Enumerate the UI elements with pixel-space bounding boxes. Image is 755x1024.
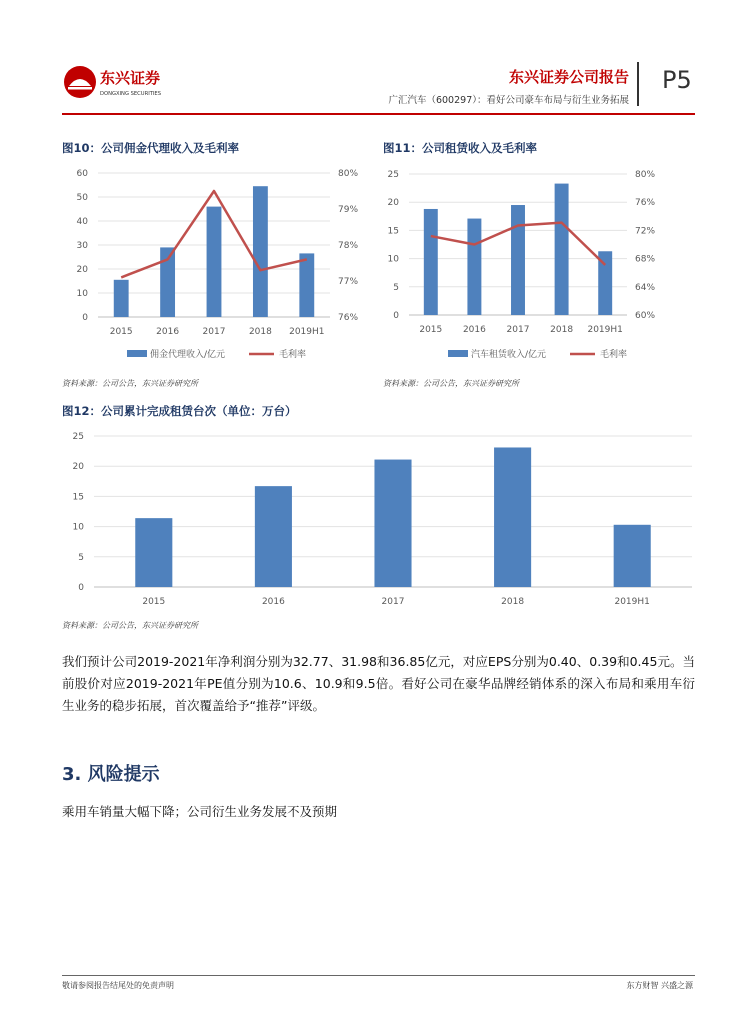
fig10-xtick-label: 2017 <box>202 327 226 337</box>
fig12-ytick-label: 25 <box>72 432 84 442</box>
fig12-ytick-label: 0 <box>78 583 84 593</box>
fig12-ytick-label: 15 <box>72 492 84 503</box>
fig10-y2tick-label: 80% <box>338 169 359 179</box>
fig11-y2tick-label: 76% <box>635 198 656 209</box>
fig11-source: 资料来源：公司公告，东兴证券研究所 <box>383 379 519 388</box>
fig11-bar <box>467 219 481 315</box>
logo-band-icon <box>68 87 92 90</box>
fig10-ytick-label: 60 <box>76 169 88 179</box>
fig11-xtick-label: 2017 <box>506 325 530 335</box>
footer-slogan: 东方财智 兴盛之源 <box>626 981 693 990</box>
fig10-ytick-label: 50 <box>76 193 88 203</box>
fig12-chart <box>62 425 695 615</box>
logo-text-en: DONGXING SECURITIES <box>100 91 162 97</box>
fig10-xtick-label: 2015 <box>109 327 133 337</box>
page-number: P5 <box>662 66 692 94</box>
fig12-bar <box>614 525 651 587</box>
fig11-y2tick-label: 72% <box>635 226 656 237</box>
fig10-ytick-label: 30 <box>76 241 88 251</box>
fig11-xtick-label: 2019H1 <box>587 325 623 335</box>
fig11-ytick-label: 10 <box>387 254 399 265</box>
fig10-legend-line-label: 毛利率 <box>279 350 307 360</box>
fig10-ytick-label: 20 <box>76 265 88 275</box>
valuation-paragraph: 我们预计公司2019-2021年净利润分别为32.77、31.98和36.85亿元，对应EPS分别为0.40、0.39和0.45元。当前股价对应2019-2021年PE值分别为10.6、10.9和9.5倍。看好公司在豪华品牌经销体系的深入布局和乘用车衍生业务的稳步拓展，首次覆盖给予“推荐”评级。 <box>62 654 695 713</box>
risk-text: 乘用车销量大幅下降；公司衍生业务发展不及预期 <box>62 804 338 819</box>
fig11-xtick-label: 2015 <box>419 325 443 335</box>
logo-text-cn: 东兴证券 <box>100 69 161 87</box>
fig10-bar <box>253 186 268 317</box>
fig11-bar <box>511 205 525 315</box>
header-divider <box>637 62 639 106</box>
fig11-ytick-label: 20 <box>387 198 399 209</box>
fig10-bar <box>207 207 222 317</box>
header-rule <box>62 113 695 115</box>
fig10-y2tick-label: 78% <box>338 241 359 251</box>
fig12-ytick-label: 10 <box>72 522 84 533</box>
fig11-xtick-label: 2018 <box>550 325 574 335</box>
fig12-bar <box>135 518 172 587</box>
footer-rule <box>62 975 695 976</box>
fig11-ytick-label: 25 <box>387 170 399 180</box>
fig10-y2tick-label: 77% <box>338 277 359 287</box>
fig10-source: 资料来源：公司公告，东兴证券研究所 <box>62 379 198 388</box>
fig12-xtick-label: 2015 <box>142 597 166 607</box>
fig12-bar <box>494 447 531 587</box>
fig10-y2tick-label: 76% <box>338 313 359 323</box>
fig10-xtick-label: 2016 <box>156 327 180 337</box>
footer-disclaimer: 敬请参阅报告结尾处的免责声明 <box>62 981 174 990</box>
fig10-title: 图10：公司佣金代理收入及毛利率 <box>62 141 240 155</box>
fig12-source: 资料来源：公司公告，东兴证券研究所 <box>62 621 198 630</box>
fig10-ytick-label: 0 <box>82 313 88 323</box>
report-header-subtitle: 广汇汽车（600297）：看好公司豪车布局与衍生业务拓展 <box>388 95 629 106</box>
fig11-y2tick-label: 68% <box>635 254 656 265</box>
fig10-xtick-label: 2019H1 <box>289 327 325 337</box>
fig11-legend-bar-label: 汽车租赁收入/亿元 <box>471 350 547 360</box>
fig11-xtick-label: 2016 <box>462 325 486 335</box>
fig11-legend-bar-swatch <box>448 350 468 357</box>
fig12-ytick-label: 20 <box>72 462 84 473</box>
fig10-ytick-label: 40 <box>76 217 88 227</box>
fig12-bar <box>374 460 411 587</box>
dongxing-logo <box>62 62 182 102</box>
fig10-bar <box>114 280 129 317</box>
fig11-bar <box>555 184 569 315</box>
fig11-y2tick-label: 60% <box>635 311 656 321</box>
fig10-legend-bar-swatch <box>127 350 147 357</box>
fig11-y2tick-label: 80% <box>635 170 656 180</box>
fig12-xtick-label: 2017 <box>381 597 405 607</box>
fig11-ytick-label: 0 <box>393 311 399 321</box>
section-title-risk: 3. 风险提示 <box>62 764 160 785</box>
fig11-ytick-label: 15 <box>387 226 399 237</box>
fig10-xtick-label: 2018 <box>248 327 272 337</box>
fig10-chart <box>62 162 372 372</box>
fig12-xtick-label: 2018 <box>501 597 525 607</box>
fig10-bar <box>299 253 314 317</box>
fig12-title: 图12：公司累计完成租赁台次（单位：万台） <box>62 404 297 418</box>
fig11-y2tick-label: 64% <box>635 282 656 293</box>
fig11-legend-line-label: 毛利率 <box>600 350 628 360</box>
fig12-bar <box>255 486 292 587</box>
fig11-title: 图11：公司租赁收入及毛利率 <box>383 141 538 155</box>
fig10-ytick-label: 10 <box>76 289 88 299</box>
fig10-y2tick-label: 79% <box>338 205 359 215</box>
fig12-ytick-label: 5 <box>78 552 84 563</box>
fig12-xtick-label: 2019H1 <box>614 597 650 607</box>
fig12-xtick-label: 2016 <box>261 597 285 607</box>
fig11-ytick-label: 5 <box>393 282 399 293</box>
fig10-legend-bar-label: 佣金代理收入/亿元 <box>150 350 226 360</box>
report-header-title: 东兴证券公司报告 <box>508 68 629 86</box>
fig11-bar <box>424 209 438 315</box>
fig11-chart <box>383 162 695 372</box>
